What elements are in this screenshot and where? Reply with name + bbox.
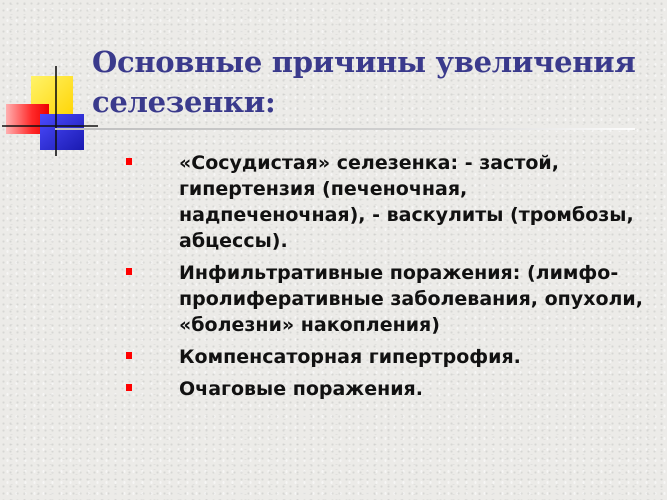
bullet-text: Очаговые поражения. <box>179 378 423 400</box>
bullet-item <box>0 376 667 402</box>
deco-blue-square <box>40 114 84 150</box>
bullet-marker-icon <box>126 352 132 359</box>
bullet-marker-icon <box>126 384 132 391</box>
bullet-marker-icon <box>126 268 132 275</box>
title-divider <box>55 128 635 130</box>
slide-title: Основные причины увеличения селезенки: <box>92 45 636 119</box>
bullet-marker-icon <box>126 158 132 165</box>
bullet-list <box>0 150 667 408</box>
bullet-item <box>0 344 667 370</box>
bullet-text: Инфильтративные поражения: (лимфо-пролиферативные заболевания, опухоли, «болезни» накопления) <box>179 262 643 336</box>
bullet-text: Компенсаторная гипертрофия. <box>179 346 521 368</box>
bullet-item <box>0 150 667 254</box>
decorative-squares <box>0 60 100 160</box>
bullet-text: «Сосудистая» селезенка: - застой, гипертензия (печеночная, надпеченочная), - васкулиты (тромбозы, абцессы). <box>179 152 634 252</box>
bullet-item <box>0 260 667 338</box>
